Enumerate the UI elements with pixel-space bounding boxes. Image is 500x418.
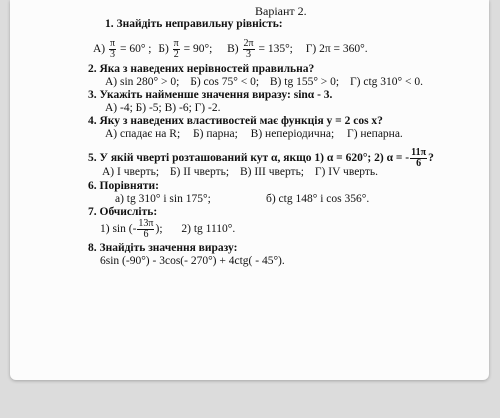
question-4-options — [105, 128, 407, 141]
question-1-text: 1. Знайдіть неправильну рівність: — [105, 18, 283, 30]
option-2d: Г) ctg 310° < 0. — [350, 76, 423, 88]
fraction-13pi-6: $\frac{13\pi}{6}$ — [138, 217, 154, 240]
question-4-text: 4. Яку з наведених властивостей має функція y = 2 cos x? — [88, 115, 383, 127]
fraction-11pi-6: $\frac{11\pi}{6}$ — [411, 146, 427, 169]
question-7-part-2: 2) tg 1110°. — [181, 223, 236, 235]
option-2b: Б) cos 75° < 0; — [190, 76, 260, 88]
option-4d: Г) непарна. — [347, 128, 403, 140]
option-5b: Б) ІІ чверть; — [169, 166, 230, 178]
question-5-options — [102, 166, 382, 179]
worksheet — [10, 0, 489, 380]
option-1a: А) $\frac{\pi}{3}$ = 60° ; — [93, 37, 152, 60]
question-6-part-a: а) tg 310° і sin 175°; — [115, 193, 211, 205]
question-7-text: 7. Обчисліть: — [88, 206, 158, 218]
option-4a: А) спадає на R; — [105, 128, 181, 140]
option-1b: Б) $\frac{\pi}{2}$ = 90°; — [158, 37, 213, 60]
option-5c: В) ІІІ чверть; — [239, 166, 305, 178]
question-3-options: А) -4; Б) -5; В) -6; Г) -2. — [105, 102, 221, 114]
option-2a: А) sin 280° > 0; — [105, 76, 180, 88]
question-2-options — [105, 76, 427, 89]
document-page — [10, 0, 489, 380]
option-4c: В) неперіодична; — [250, 128, 335, 140]
question-1-options — [93, 37, 372, 61]
question-6-text: 6. Порівняти: — [88, 180, 159, 192]
question-8-text: 8. Знайдіть значення виразу: — [88, 242, 238, 254]
question-7-part-1: 1) sin (- $\frac{13\pi}{6}$ ); — [100, 217, 163, 240]
option-5a: А) І чверть; — [102, 166, 160, 178]
question-5-text: 5. У якій чверті розташований кут α, якщо 1) α = 620°; 2) α = - $\frac{11\pi}{6}$ ? — [88, 146, 434, 169]
option-4b: Б) парна; — [193, 128, 238, 140]
fraction-pi-3: $\frac{\pi}{3}$ — [110, 37, 116, 60]
question-7-parts — [100, 216, 235, 242]
fraction-pi-2: $\frac{\pi}{2}$ — [173, 37, 179, 60]
fraction-2pi-3: $\frac{2\pi}{3}$ — [243, 37, 254, 60]
option-1d: Г) 2π = 360°. — [305, 43, 368, 55]
option-2c: В) tg 155° > 0; — [269, 76, 340, 88]
option-1c: В) $\frac{2\pi}{3}$ = 135°; — [227, 37, 293, 60]
option-5d: Г) ІV чверть. — [314, 166, 379, 178]
question-3-text: 3. Укажіть найменше значення виразу: sinα - 3. — [88, 89, 333, 101]
variant-title: Варіант 2. — [255, 4, 307, 18]
question-8-expression: 6sin (-90°) - 3cos(- 270°) + 4ctg( - 45°). — [100, 255, 285, 267]
question-6-part-b: б) ctg 148° і cos 356°. — [266, 193, 370, 205]
question-2-text: 2. Яка з наведених нерівностей правильна? — [88, 63, 315, 75]
